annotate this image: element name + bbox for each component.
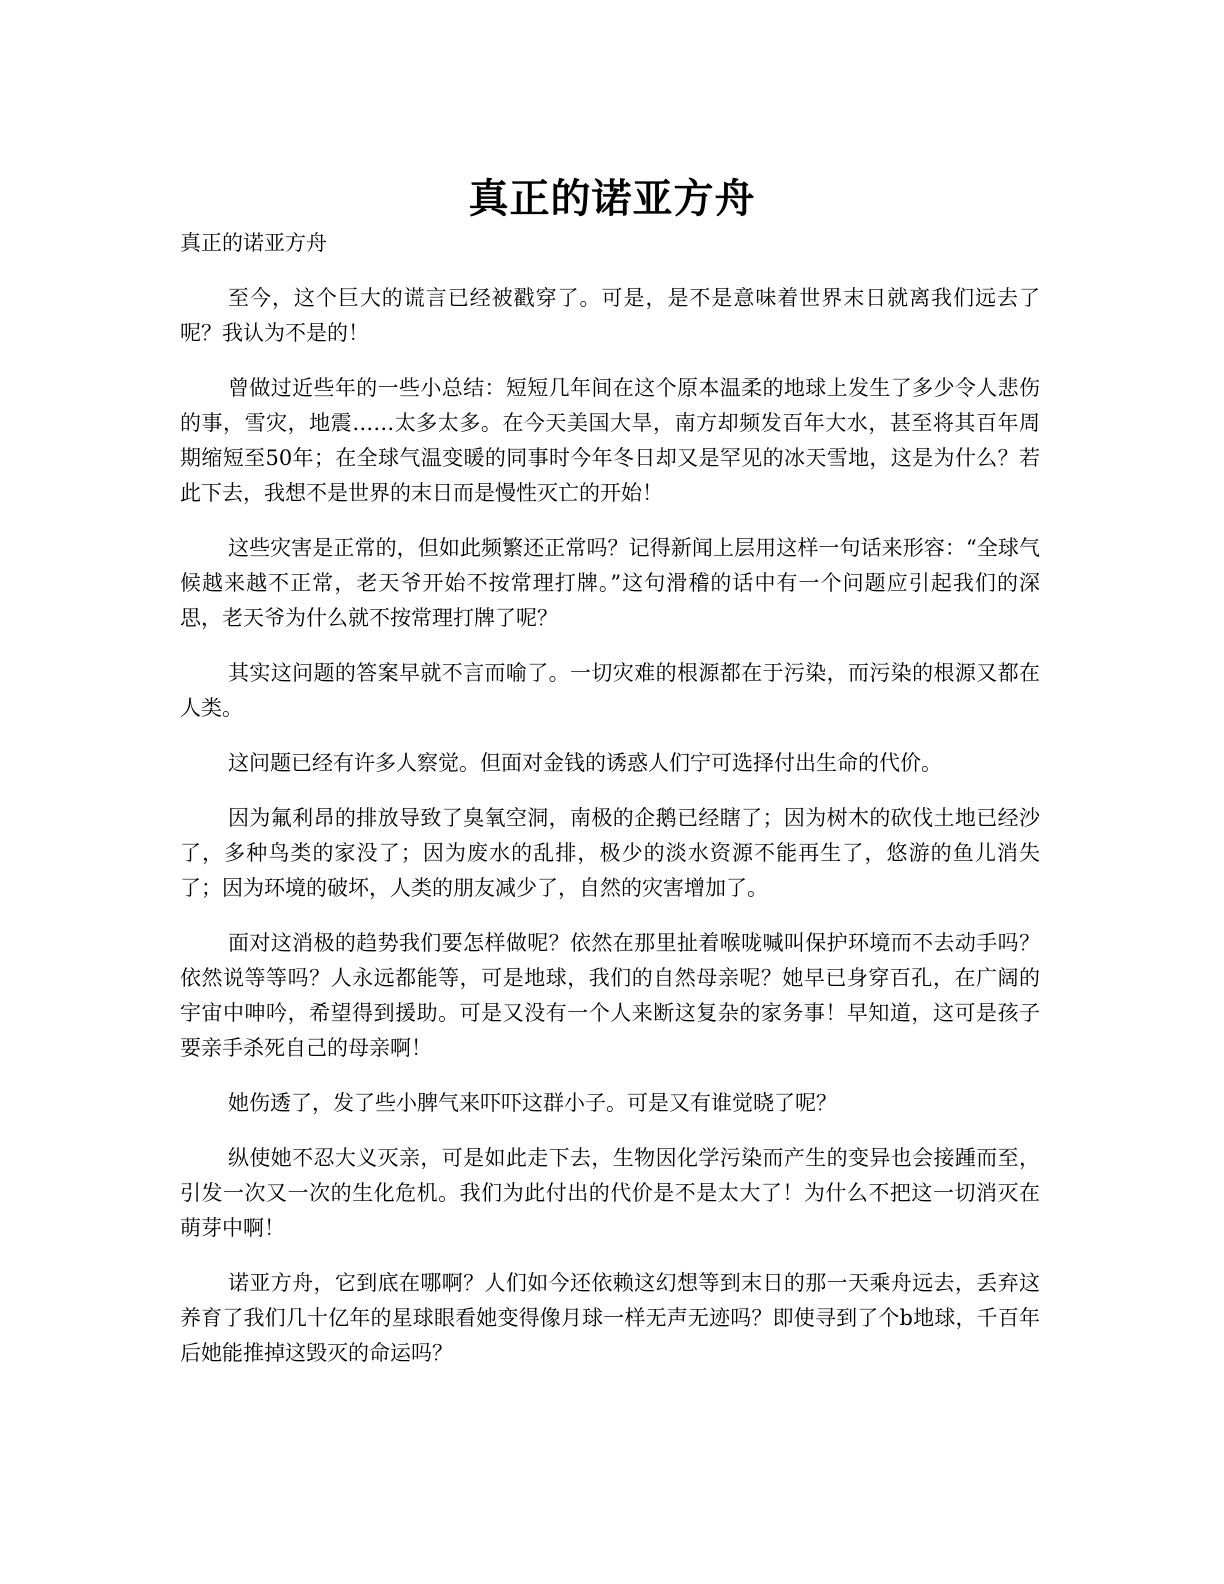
paragraph: 曾做过近些年的一些小总结：短短几年间在这个原本温柔的地球上发生了多少令人悲伤的事，雪灾，地震……太多太多。在今天美国大旱，南方却频发百年大水，甚至将其百年周期缩短至50年；在全球气温变暖的同事时今年冬日却又是罕见的冰天雪地，这是为什么？若此下去，我想不是世界的末日而是慢性灭亡的开始！ <box>180 376 1040 505</box>
paragraph: 至今，这个巨大的谎言已经被戳穿了。可是，是不是意味着世界末日就离我们远去了呢？我认为不是的！ <box>180 286 1040 345</box>
document-subtitle: 真正的诺亚方舟 <box>180 231 327 255</box>
paragraph: 这问题已经有许多人察觉。但面对金钱的诱惑人们宁可选择付出生命的代价。 <box>228 751 942 775</box>
paragraph: 她伤透了，发了些小脾气来吓吓这群小子。可是又有谁觉晓了呢？ <box>228 1091 837 1115</box>
paragraph: 面对这消极的趋势我们要怎样做呢？依然在那里扯着喉咙喊叫保护环境而不去动手吗？依然说等等吗？人永远都能等，可是地球，我们的自然母亲呢？她早已身穿百孔，在广阔的宇宙中呻吟，希望得到援助。可是又没有一个人来断这复杂的家务事！早知道，这可是孩子要亲手杀死自己的母亲啊！ <box>180 931 1040 1060</box>
paragraph: 诺亚方舟，它到底在哪啊？人们如今还依赖这幻想等到末日的那一天乘舟远去，丢弃这养育了我们几十亿年的星球眼看她变得像月球一样无声无迹吗？即使寻到了个b地球，千百年后她能推掉这毁灭的命运吗？ <box>180 1271 1040 1365</box>
paragraph: 纵使她不忍大义灭亲，可是如此走下去，生物因化学污染而产生的变异也会接踵而至，引发一次又一次的生化危机。我们为此付出的代价是不是太大了！为什么不把这一切消灭在萌芽中啊！ <box>180 1146 1040 1240</box>
paragraph: 其实这问题的答案早就不言而喻了。一切灾难的根源都在于污染，而污染的根源又都在人类。 <box>180 661 1040 720</box>
paragraph: 这些灾害是正常的，但如此频繁还正常吗？记得新闻上层用这样一句话来形容：“全球气候越来越不正常，老天爷开始不按常理打牌。”这句滑稽的话中有一个问题应引起我们的深思，老天爷为什么就不按常理打牌了呢？ <box>180 536 1040 630</box>
document-title: 真正的诺亚方舟 <box>468 174 756 222</box>
paragraph: 因为氟利昂的排放导致了臭氧空洞，南极的企鹅已经瞎了；因为树木的砍伐土地已经沙了，多种鸟类的家没了；因为废水的乱排，极少的淡水资源不能再生了，悠游的鱼儿消失了；因为环境的破坏，人类的朋友减少了，自然的灾害增加了。 <box>180 806 1040 900</box>
document-body <box>180 226 1040 1391</box>
